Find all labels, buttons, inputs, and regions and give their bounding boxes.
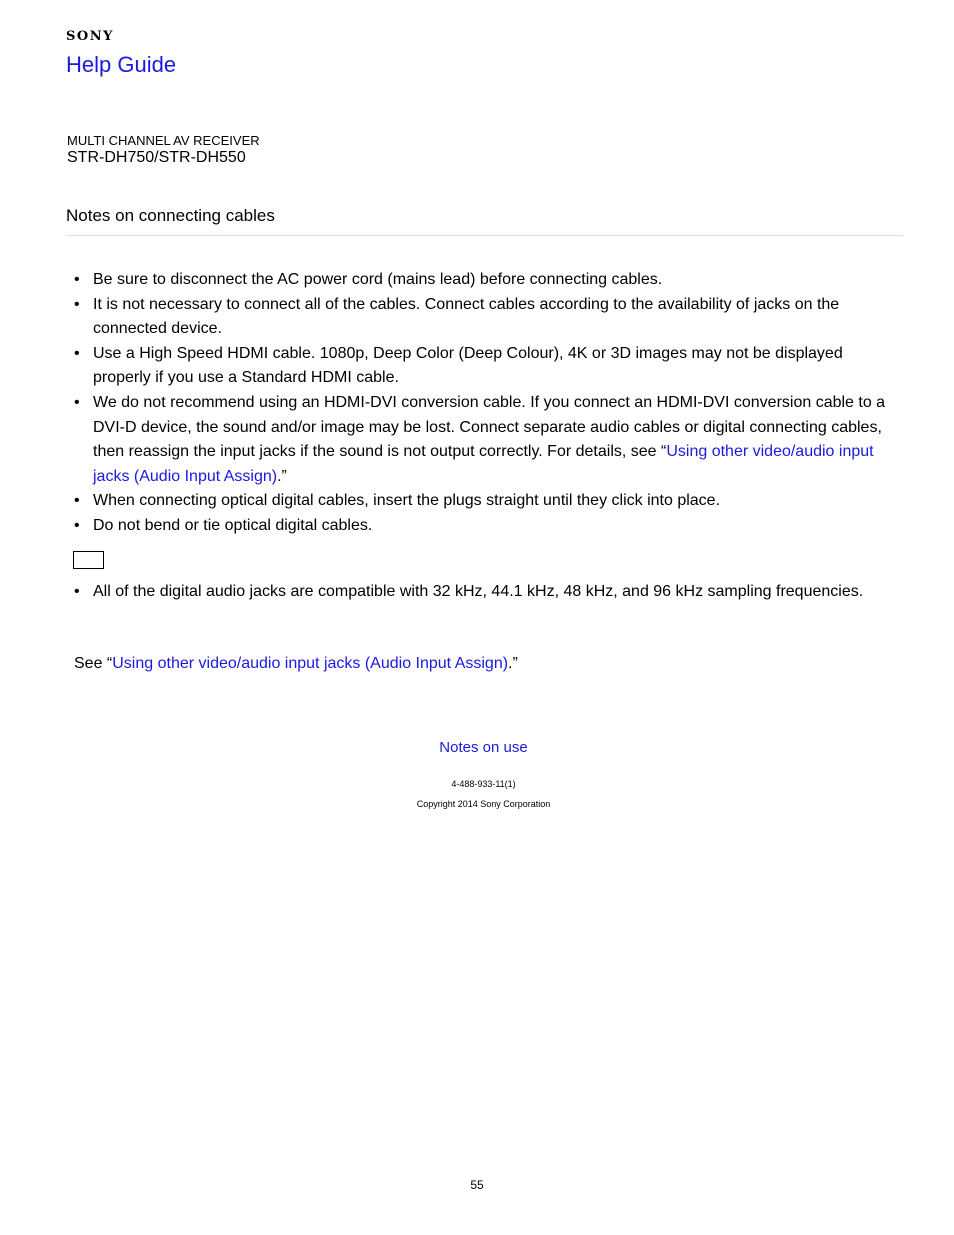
- document-number: 4-488-933-11(1): [451, 779, 516, 789]
- list-item: • Be sure to disconnect the AC power cord (mains lead) before connecting cables.: [66, 268, 898, 293]
- list-item: [66, 391, 898, 489]
- list-item: • When connecting optical digital cables, insert the plugs straight until they click into place.: [66, 489, 898, 514]
- list-item: • It is not necessary to connect all of the cables. Connect cables according to the availability of jacks on the connected device.: [66, 293, 898, 342]
- page-title: Notes on connecting cables: [66, 206, 275, 225]
- notes-on-use-link[interactable]: Notes on use: [439, 739, 528, 756]
- see-also-link[interactable]: Using other video/audio input jacks (Audio Input Assign): [112, 655, 509, 672]
- model-number: STR-DH750/STR-DH550: [67, 149, 246, 166]
- see-also: [74, 652, 518, 676]
- sony-logo: SONY: [66, 29, 114, 44]
- see-also-prefix: See “: [74, 655, 113, 672]
- list-item-text: We do not recommend using an HDMI-DVI conversion cable. If you connect an HDMI-DVI conversion cable to a DVI-D device, the sound and/or image may be lost. Connect separate audio cables or digital connecting cables, then reassign the input jacks if the sound is not output correctly. For details, see “: [93, 393, 886, 461]
- list-item-text: .”: [277, 467, 287, 485]
- copyright: Copyright 2014 Sony Corporation: [416, 799, 551, 809]
- page-number: 55: [470, 1178, 484, 1192]
- notes-list: [66, 268, 898, 539]
- list-item: • Use a High Speed HDMI cable. 1080p, Deep Color (Deep Colour), 4K or 3D images may not be displayed properly if you use a Standard HDMI cable.: [66, 342, 898, 391]
- help-guide-title[interactable]: Help Guide: [66, 52, 177, 77]
- hints-list: [66, 580, 898, 605]
- audio-input-assign-link[interactable]: Using other video/audio input jacks (Audio Input Assign): [93, 443, 874, 485]
- title-divider: [66, 235, 903, 236]
- list-item: • All of the digital audio jacks are compatible with 32 kHz, 44.1 kHz, 48 kHz, and 96 kHz sampling frequencies.: [66, 580, 898, 605]
- hint-label-box: [73, 551, 104, 569]
- product-category: MULTI CHANNEL AV RECEIVER: [67, 133, 260, 148]
- see-also-suffix: .”: [508, 655, 518, 672]
- list-item: • Do not bend or tie optical digital cables.: [66, 514, 898, 539]
